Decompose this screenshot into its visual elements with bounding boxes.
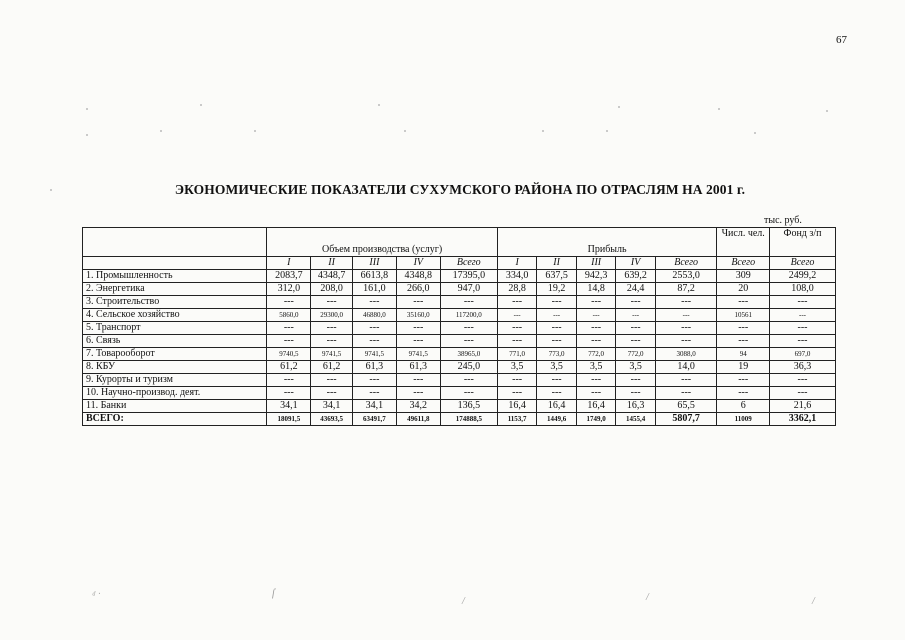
value-cell: 3088,0 <box>655 348 716 361</box>
subheader-cell: Всего <box>770 257 836 270</box>
subheader-cell: IV <box>396 257 440 270</box>
value-cell: --- <box>717 296 770 309</box>
subheader-cell: Всего <box>717 257 770 270</box>
subheader-cell: I <box>497 257 537 270</box>
value-cell: --- <box>497 296 537 309</box>
value-cell: --- <box>770 374 836 387</box>
value-cell: 266,0 <box>396 283 440 296</box>
value-cell: --- <box>576 335 616 348</box>
value-cell: --- <box>267 322 311 335</box>
scan-speck <box>254 130 256 132</box>
value-cell: 697,0 <box>770 348 836 361</box>
value-cell: --- <box>396 322 440 335</box>
row-name-header <box>83 228 267 257</box>
row-name: 5. Транспорт <box>83 322 267 335</box>
scan-speck <box>718 108 720 110</box>
value-cell: 29300,0 <box>311 309 353 322</box>
scan-speck <box>160 130 162 132</box>
value-cell: --- <box>267 335 311 348</box>
table-row <box>83 374 836 387</box>
value-cell: --- <box>655 309 716 322</box>
value-cell: 942,3 <box>576 270 616 283</box>
value-cell: 11009 <box>717 413 770 426</box>
scan-speck <box>754 132 756 134</box>
value-cell: 24,4 <box>616 283 656 296</box>
value-cell: 6613,8 <box>352 270 396 283</box>
value-cell: --- <box>497 322 537 335</box>
row-name: 11. Банки <box>83 400 267 413</box>
value-cell: 3,5 <box>576 361 616 374</box>
value-cell: --- <box>497 335 537 348</box>
value-cell: 17395,0 <box>440 270 497 283</box>
row-name: 2. Энергетика <box>83 283 267 296</box>
value-cell: --- <box>440 296 497 309</box>
payroll-header: Фонд з/п <box>770 228 836 257</box>
value-cell: 312,0 <box>267 283 311 296</box>
row-name: 8. КБУ <box>83 361 267 374</box>
value-cell: 3,5 <box>497 361 537 374</box>
value-cell: 208,0 <box>311 283 353 296</box>
value-cell: --- <box>537 296 577 309</box>
value-cell: --- <box>440 322 497 335</box>
value-cell: 63491,7 <box>352 413 396 426</box>
row-name: 4. Сельское хозяйство <box>83 309 267 322</box>
value-cell: 4348,8 <box>396 270 440 283</box>
value-cell: --- <box>717 374 770 387</box>
scan-speck <box>542 130 544 132</box>
header-row-groups <box>83 228 836 257</box>
value-cell: 245,0 <box>440 361 497 374</box>
value-cell: --- <box>537 335 577 348</box>
value-cell: 16,4 <box>497 400 537 413</box>
table-row <box>83 283 836 296</box>
units-label: тыс. руб. <box>764 215 802 226</box>
table-row <box>83 296 836 309</box>
value-cell: --- <box>440 387 497 400</box>
value-cell: 334,0 <box>497 270 537 283</box>
value-cell: --- <box>352 374 396 387</box>
employees-header: Числ. чел. <box>717 228 770 257</box>
economic-indicators-table <box>82 227 836 426</box>
value-cell: 34,1 <box>267 400 311 413</box>
row-name-subheader <box>83 257 267 270</box>
scan-speck <box>606 130 608 132</box>
value-cell: --- <box>497 374 537 387</box>
value-cell: 136,5 <box>440 400 497 413</box>
value-cell: --- <box>655 296 716 309</box>
value-cell: 4348,7 <box>311 270 353 283</box>
value-cell: 43693,5 <box>311 413 353 426</box>
value-cell: --- <box>396 374 440 387</box>
value-cell: --- <box>616 387 656 400</box>
value-cell: 5807,7 <box>655 413 716 426</box>
value-cell: 34,1 <box>311 400 353 413</box>
scan-speck <box>86 108 88 110</box>
value-cell: --- <box>537 374 577 387</box>
value-cell: 19 <box>717 361 770 374</box>
value-cell: 34,2 <box>396 400 440 413</box>
value-cell: --- <box>770 335 836 348</box>
value-cell: --- <box>352 322 396 335</box>
value-cell: 108,0 <box>770 283 836 296</box>
value-cell: --- <box>267 296 311 309</box>
value-cell: --- <box>616 322 656 335</box>
value-cell: --- <box>616 296 656 309</box>
scan-speck <box>86 134 88 136</box>
value-cell: --- <box>576 296 616 309</box>
value-cell: --- <box>616 335 656 348</box>
value-cell: --- <box>537 309 577 322</box>
value-cell: --- <box>717 387 770 400</box>
value-cell: --- <box>311 335 353 348</box>
value-cell: 61,3 <box>352 361 396 374</box>
value-cell: 65,5 <box>655 400 716 413</box>
value-cell: --- <box>396 296 440 309</box>
value-cell: 9741,5 <box>396 348 440 361</box>
value-cell: --- <box>576 322 616 335</box>
row-name: 10. Научно-производ. деят. <box>83 387 267 400</box>
row-name: 6. Связь <box>83 335 267 348</box>
value-cell: --- <box>576 374 616 387</box>
table-row <box>83 322 836 335</box>
subheader-cell: III <box>576 257 616 270</box>
value-cell: 61,2 <box>267 361 311 374</box>
value-cell: --- <box>352 387 396 400</box>
value-cell: --- <box>537 322 577 335</box>
value-cell: 94 <box>717 348 770 361</box>
value-cell: --- <box>497 387 537 400</box>
value-cell: 28,8 <box>497 283 537 296</box>
value-cell: 20 <box>717 283 770 296</box>
value-cell: --- <box>616 309 656 322</box>
value-cell: 161,0 <box>352 283 396 296</box>
value-cell: 35160,0 <box>396 309 440 322</box>
scan-speck <box>378 104 380 106</box>
value-cell: 1749,0 <box>576 413 616 426</box>
page-number: 67 <box>836 34 847 46</box>
value-cell: 9741,5 <box>311 348 353 361</box>
value-cell: --- <box>576 309 616 322</box>
value-cell: --- <box>267 387 311 400</box>
value-cell: 34,1 <box>352 400 396 413</box>
value-cell: 14,0 <box>655 361 716 374</box>
value-cell: --- <box>396 335 440 348</box>
value-cell: 87,2 <box>655 283 716 296</box>
value-cell: 1449,6 <box>537 413 577 426</box>
value-cell: 16,3 <box>616 400 656 413</box>
value-cell: 174888,5 <box>440 413 497 426</box>
value-cell: 947,0 <box>440 283 497 296</box>
value-cell: 117200,0 <box>440 309 497 322</box>
table-row <box>83 348 836 361</box>
scan-mark: ᵈ ˑ <box>92 590 101 601</box>
value-cell: --- <box>311 374 353 387</box>
value-cell: --- <box>311 387 353 400</box>
value-cell: --- <box>352 335 396 348</box>
value-cell: 5860,0 <box>267 309 311 322</box>
document-title: ЭКОНОМИЧЕСКИЕ ПОКАЗАТЕЛИ СУХУМСКОГО РАЙОНА ПО ОТРАСЛЯМ НА 2001 г. <box>174 182 746 197</box>
subheader-cell: Всего <box>440 257 497 270</box>
value-cell: --- <box>616 374 656 387</box>
row-name: 3. Строительство <box>83 296 267 309</box>
total-row <box>83 413 836 426</box>
value-cell: 2553,0 <box>655 270 716 283</box>
value-cell: 309 <box>717 270 770 283</box>
table-row <box>83 335 836 348</box>
value-cell: --- <box>770 309 836 322</box>
value-cell: --- <box>440 374 497 387</box>
value-cell: 773,0 <box>537 348 577 361</box>
value-cell: 61,2 <box>311 361 353 374</box>
value-cell: --- <box>440 335 497 348</box>
value-cell: 9740,5 <box>267 348 311 361</box>
scan-speck <box>618 106 620 108</box>
scan-speck <box>50 189 52 191</box>
value-cell: --- <box>311 296 353 309</box>
scan-speck <box>404 130 406 132</box>
value-cell: 49611,8 <box>396 413 440 426</box>
value-cell: --- <box>770 296 836 309</box>
header-row-quarters <box>83 257 836 270</box>
subheader-cell: II <box>311 257 353 270</box>
value-cell: 19,2 <box>537 283 577 296</box>
value-cell: 14,8 <box>576 283 616 296</box>
scan-mark: ſ <box>272 588 275 599</box>
value-cell: --- <box>655 322 716 335</box>
row-name: ВСЕГО: <box>83 413 267 426</box>
subheader-cell: Всего <box>655 257 716 270</box>
subheader-cell: III <box>352 257 396 270</box>
table-row <box>83 309 836 322</box>
table-row <box>83 400 836 413</box>
value-cell: --- <box>717 322 770 335</box>
scan-mark: / <box>462 596 465 607</box>
value-cell: --- <box>717 335 770 348</box>
table-row <box>83 361 836 374</box>
profit-header: Прибыль <box>497 228 716 257</box>
value-cell: --- <box>770 322 836 335</box>
value-cell: 18091,5 <box>267 413 311 426</box>
value-cell: 1153,7 <box>497 413 537 426</box>
value-cell: --- <box>537 387 577 400</box>
subheader-cell: I <box>267 257 311 270</box>
scan-speck <box>826 110 828 112</box>
value-cell: 46880,0 <box>352 309 396 322</box>
row-name: 9. Курорты и туризм <box>83 374 267 387</box>
value-cell: 637,5 <box>537 270 577 283</box>
value-cell: 21,6 <box>770 400 836 413</box>
row-name: 1. Промышленность <box>83 270 267 283</box>
value-cell: 2499,2 <box>770 270 836 283</box>
value-cell: 2083,7 <box>267 270 311 283</box>
volume-header: Объем производства (услуг) <box>267 228 498 257</box>
value-cell: 61,3 <box>396 361 440 374</box>
value-cell: 6 <box>717 400 770 413</box>
value-cell: --- <box>655 335 716 348</box>
value-cell: --- <box>311 322 353 335</box>
value-cell: 10561 <box>717 309 770 322</box>
row-name: 7. Товарооборот <box>83 348 267 361</box>
value-cell: 3,5 <box>537 361 577 374</box>
value-cell: --- <box>352 296 396 309</box>
value-cell: 36,3 <box>770 361 836 374</box>
value-cell: 771,0 <box>497 348 537 361</box>
value-cell: --- <box>655 374 716 387</box>
value-cell: --- <box>655 387 716 400</box>
table-row <box>83 387 836 400</box>
value-cell: --- <box>770 387 836 400</box>
value-cell: --- <box>267 374 311 387</box>
value-cell: 772,0 <box>576 348 616 361</box>
value-cell: 772,0 <box>616 348 656 361</box>
scan-mark: / <box>812 596 815 607</box>
value-cell: --- <box>396 387 440 400</box>
value-cell: 16,4 <box>576 400 616 413</box>
scan-speck <box>200 104 202 106</box>
value-cell: --- <box>576 387 616 400</box>
subheader-cell: IV <box>616 257 656 270</box>
value-cell: 38965,0 <box>440 348 497 361</box>
value-cell: 1455,4 <box>616 413 656 426</box>
value-cell: 639,2 <box>616 270 656 283</box>
table-body <box>83 270 836 426</box>
value-cell: --- <box>497 309 537 322</box>
scan-mark: / <box>646 592 649 603</box>
subheader-cell: II <box>537 257 577 270</box>
value-cell: 16,4 <box>537 400 577 413</box>
value-cell: 9741,5 <box>352 348 396 361</box>
table-row <box>83 270 836 283</box>
value-cell: 3362,1 <box>770 413 836 426</box>
value-cell: 3,5 <box>616 361 656 374</box>
